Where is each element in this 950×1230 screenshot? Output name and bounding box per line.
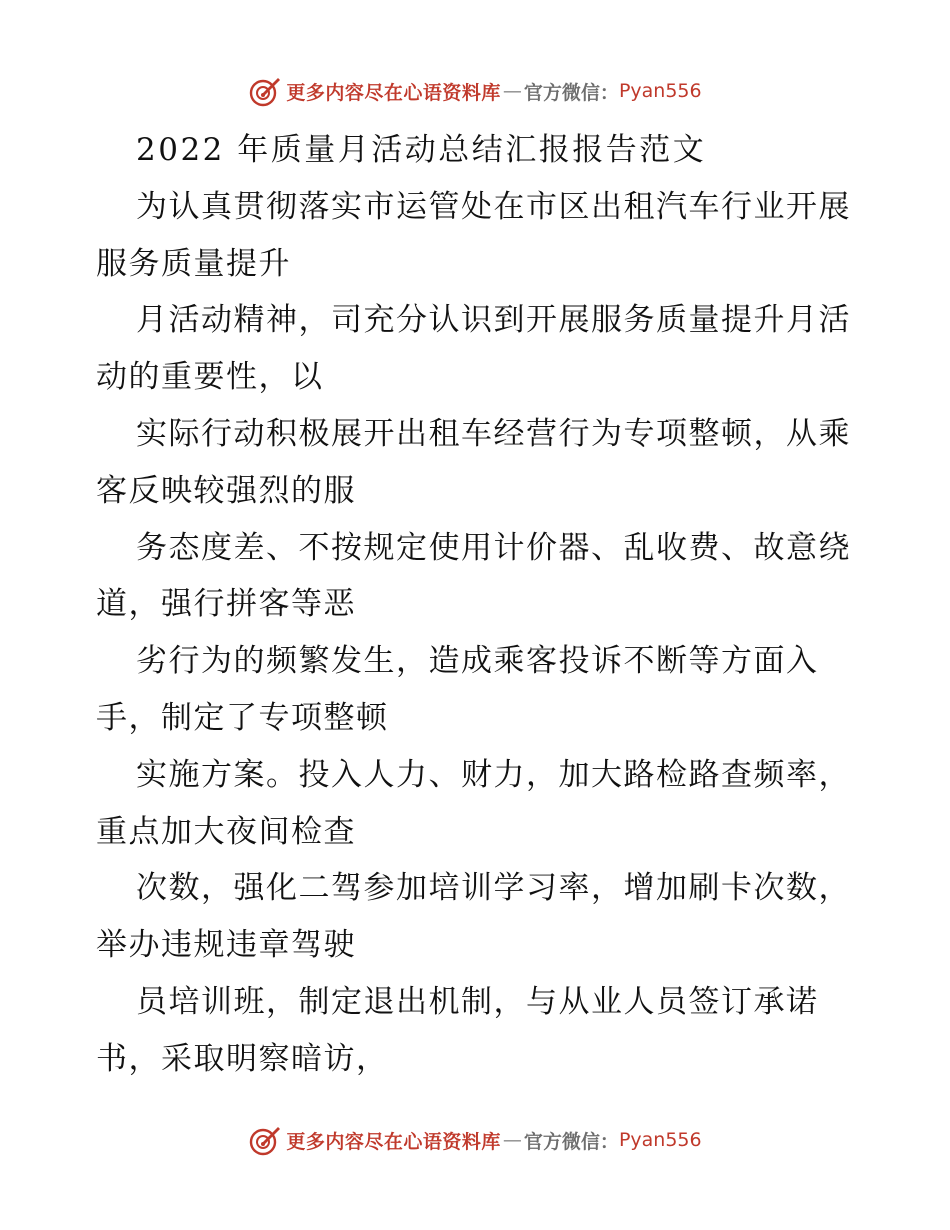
header-banner (0, 71, 950, 111)
banner-site-name: 更多内容尽在心语资料库 (286, 1130, 501, 1153)
banner-wechat-label: 官方微信： (523, 1130, 619, 1153)
paragraph: 为认真贯彻落实市运管处在市区出租汽车行业开展服务质量提升 (96, 188, 851, 282)
pen-nib-circle-icon (248, 1123, 282, 1157)
banner-wechat-id: Pyan556 (618, 80, 702, 102)
footer-banner (0, 1120, 950, 1160)
pen-nib-circle-icon (248, 74, 282, 108)
paragraph: 次数，强化二驾参加培训学习率，增加刷卡次数，举办违规违章驾驶 (96, 870, 851, 964)
banner-separator: — (502, 80, 522, 102)
banner-separator: — (502, 1129, 522, 1151)
document-body (96, 122, 856, 1088)
paragraph: 务态度差、不按规定使用计价器、乱收费、故意绕道，强行拼客等恶 (96, 529, 851, 623)
banner-site-name: 更多内容尽在心语资料库 (286, 81, 501, 104)
paragraph: 实施方案。投入人力、财力，加大路检路查频率，重点加大夜间检查 (96, 756, 851, 850)
paragraph: 实际行动积极展开出租车经营行为专项整顿，从乘客反映较强烈的服 (96, 415, 851, 509)
paragraph: 劣行为的频繁发生，造成乘客投诉不断等方面入手，制定了专项整顿 (96, 643, 819, 736)
paragraph: 员培训班，制定退出机制，与从业人员签订承诺书，采取明察暗访， (96, 983, 819, 1077)
banner-wechat-id: Pyan556 (618, 1129, 702, 1151)
paragraph: 月活动精神，司充分认识到开展服务质量提升月活动的重要性，以 (96, 302, 851, 396)
document-title: 2022 年质量月活动总结汇报报告范文 (136, 132, 707, 168)
banner-wechat-label: 官方微信： (523, 81, 619, 104)
